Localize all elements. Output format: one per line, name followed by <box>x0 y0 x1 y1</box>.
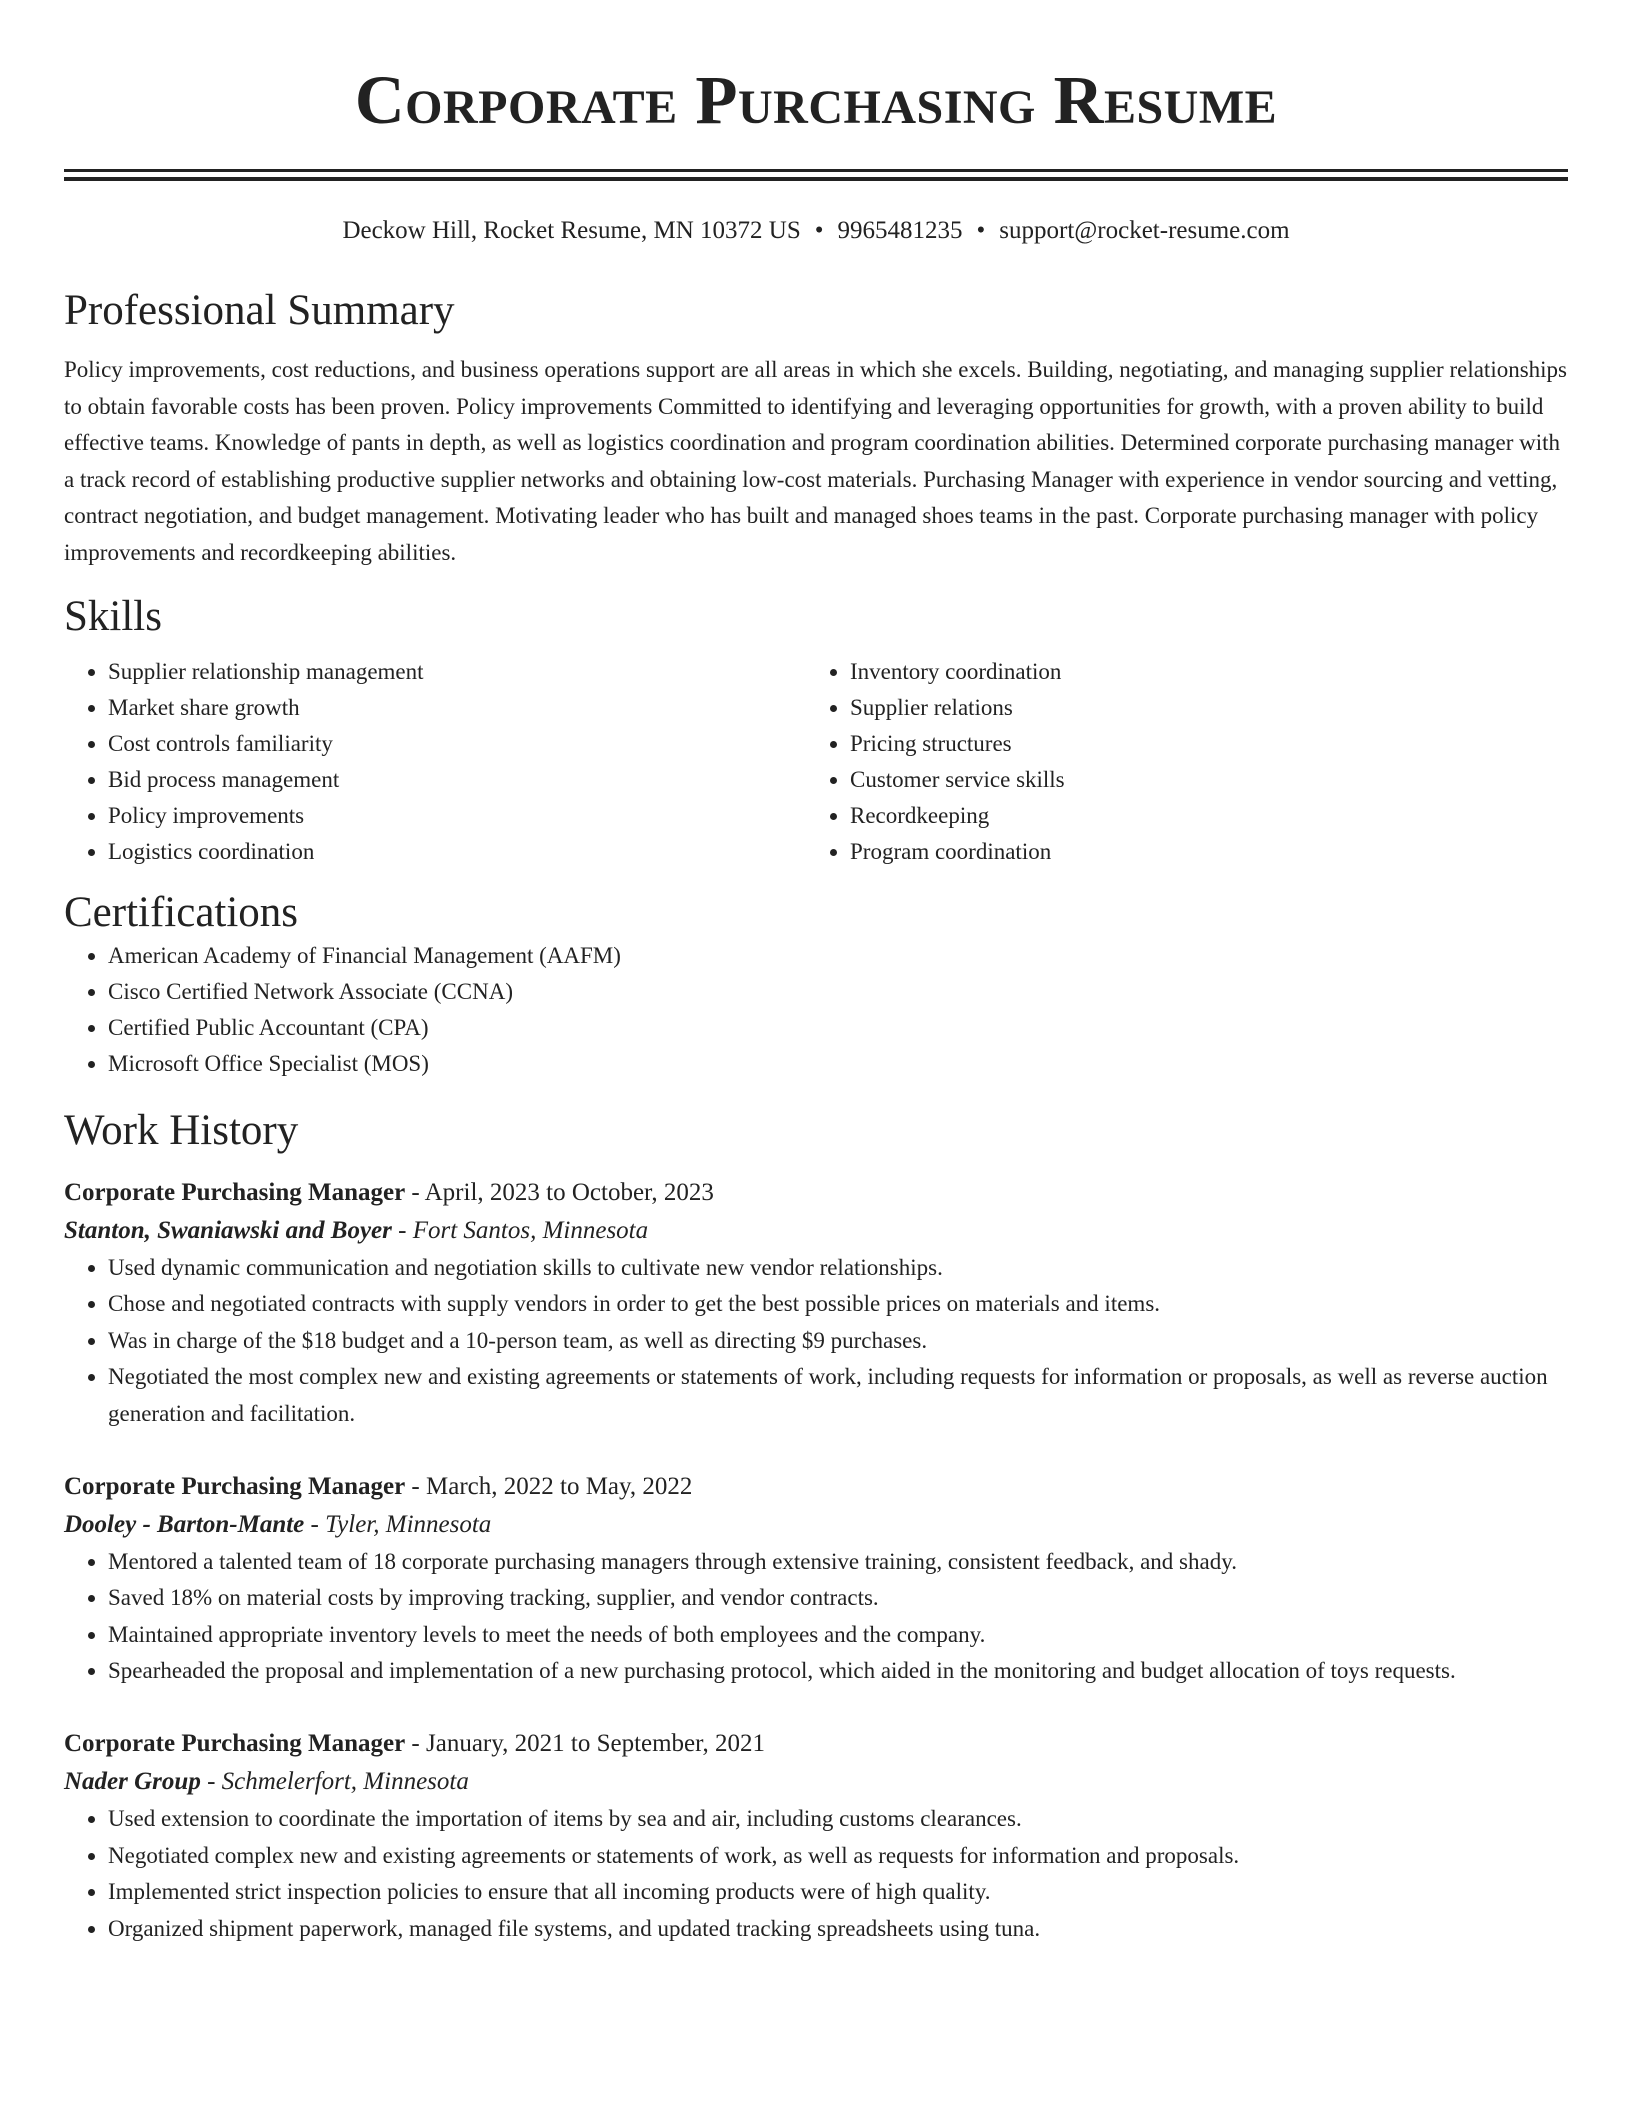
job-title-line <box>64 1725 1568 1763</box>
title-rule-bottom <box>64 177 1568 181</box>
job-title-line <box>64 1174 1568 1212</box>
skills-heading: Skills <box>64 592 162 640</box>
job-title: Corporate Purchasing Manager <box>64 1729 406 1757</box>
skill-item: • Market share growth <box>108 690 806 726</box>
job-bullet: • Negotiated the most complex new and existing agreements or statements of work, including requests for information or proposals, as well as reverse auction generation and facilitation. <box>108 1359 1568 1432</box>
summary-text: Policy improvements, cost reductions, and business operations support are all areas in which she excels. Building, negotiating, and managing supplier relationships to obtain favorable costs has been proven. Policy improvements Committed to identifying and leveraging opportunities for growth, with a proven ability to build effective teams. Knowledge of pants in depth, as well as logistics coordination and program coordination abilities. Determined corporate purchasing manager with a track record of establishing productive supplier networks and obtaining low-cost materials. Purchasing Manager with experience in vendor sourcing and vetting, contract negotiation, and budget management. Motivating leader who has built and managed shoes teams in the past. Corporate purchasing manager with policy improvements and recordkeeping abilities. <box>64 357 1567 565</box>
job-title: Corporate Purchasing Manager <box>64 1472 406 1500</box>
job-company: Dooley - Barton-Mante <box>64 1510 305 1538</box>
job-dash: - <box>398 1216 407 1244</box>
job-bullet: • Saved 18% on material costs by improving tracking, supplier, and vendor contracts. <box>108 1580 1568 1617</box>
skill-item: • Supplier relationship management <box>108 654 806 690</box>
job-bullet: • Implemented strict inspection policies to ensure that all incoming products were of high quality. <box>108 1874 1568 1911</box>
job-bullet: • Organized shipment paperwork, managed file systems, and updated tracking spreadsheets using tuna. <box>108 1911 1568 1948</box>
job-bullet: • Used dynamic communication and negotiation skills to cultivate new vendor relationships. <box>108 1250 1568 1287</box>
skill-item: • Inventory coordination <box>850 654 1548 690</box>
skill-item: • Cost controls familiarity <box>108 726 806 762</box>
skills-list-left <box>64 654 806 870</box>
skill-item: • Pricing structures <box>850 726 1548 762</box>
work-history-heading: Work History <box>64 1106 299 1154</box>
job-bullet: • Negotiated complex new and existing agreements or statements of work, as well as requests for information and proposals. <box>108 1838 1568 1875</box>
job-entry <box>64 1725 1568 1947</box>
contact-email: support@rocket-resume.com <box>999 217 1290 244</box>
skill-item: • Logistics coordination <box>108 834 806 870</box>
job-bullets <box>64 1801 1568 1947</box>
skill-item: • Policy improvements <box>108 798 806 834</box>
job-bullet: • Mentored a talented team of 18 corporate purchasing managers through extensive training, consistent feedback, and shady. <box>108 1544 1568 1581</box>
contact-separator: • <box>976 217 986 244</box>
job-dash: - <box>310 1510 319 1538</box>
skill-item: • Recordkeeping <box>850 798 1548 834</box>
page-title: Corporate Purchasing Resume <box>354 62 1278 138</box>
certifications-list <box>64 938 1568 1082</box>
job-entry <box>64 1468 1568 1690</box>
skills-column-left <box>64 654 806 870</box>
job-dash: - <box>411 1472 420 1500</box>
contact-separator: • <box>814 217 824 244</box>
job-company: Stanton, Swaniawski and Boyer <box>64 1216 392 1244</box>
job-bullet: • Was in charge of the $18 budget and a 10-person team, as well as directing $9 purchases. <box>108 1323 1568 1360</box>
certifications-heading: Certifications <box>64 888 299 936</box>
job-bullets <box>64 1544 1568 1690</box>
skills-columns <box>64 654 1568 870</box>
job-location: Schmelerfort, Minnesota <box>221 1767 469 1795</box>
skills-list-right <box>806 654 1548 870</box>
skill-item: • Customer service skills <box>850 762 1548 798</box>
certification-item: • Microsoft Office Specialist (MOS) <box>108 1046 1568 1082</box>
job-bullet: • Chose and negotiated contracts with supply vendors in order to get the best possible prices on materials and items. <box>108 1286 1568 1323</box>
job-bullet: • Used extension to coordinate the importation of items by sea and air, including customs clearances. <box>108 1801 1568 1838</box>
job-dash: - <box>411 1729 420 1757</box>
job-bullet: • Spearheaded the proposal and implementation of a new purchasing protocol, which aided in the monitoring and budget allocation of toys requests. <box>108 1653 1568 1690</box>
contact-line <box>64 215 1568 247</box>
job-company-line <box>64 1506 1568 1544</box>
title-rule-top <box>64 169 1568 172</box>
certification-item: • American Academy of Financial Management (AAFM) <box>108 938 1568 974</box>
job-company: Nader Group <box>64 1767 201 1795</box>
job-location: Tyler, Minnesota <box>325 1510 492 1538</box>
skill-item: • Supplier relations <box>850 690 1548 726</box>
job-title: Corporate Purchasing Manager <box>64 1178 406 1206</box>
job-location: Fort Santos, Minnesota <box>412 1216 649 1244</box>
job-dates: April, 2023 to October, 2023 <box>424 1178 714 1206</box>
job-company-line <box>64 1763 1568 1801</box>
job-bullets <box>64 1250 1568 1433</box>
skill-item: • Program coordination <box>850 834 1548 870</box>
skill-item: • Bid process management <box>108 762 806 798</box>
certification-item: • Cisco Certified Network Associate (CCNA) <box>108 974 1568 1010</box>
contact-address: Deckow Hill, Rocket Resume, MN 10372 US <box>342 217 801 244</box>
job-dash: - <box>207 1767 216 1795</box>
skills-column-right <box>806 654 1548 870</box>
job-dates: March, 2022 to May, 2022 <box>426 1472 693 1500</box>
job-dash: - <box>411 1178 420 1206</box>
job-entry <box>64 1174 1568 1433</box>
job-company-line <box>64 1212 1568 1250</box>
job-bullet: • Maintained appropriate inventory levels to meet the needs of both employees and the company. <box>108 1617 1568 1654</box>
contact-phone: 9965481235 <box>837 217 963 244</box>
summary-heading: Professional Summary <box>64 287 455 334</box>
job-dates: January, 2021 to September, 2021 <box>426 1729 765 1757</box>
certification-item: • Certified Public Accountant (CPA) <box>108 1010 1568 1046</box>
job-title-line <box>64 1468 1568 1506</box>
